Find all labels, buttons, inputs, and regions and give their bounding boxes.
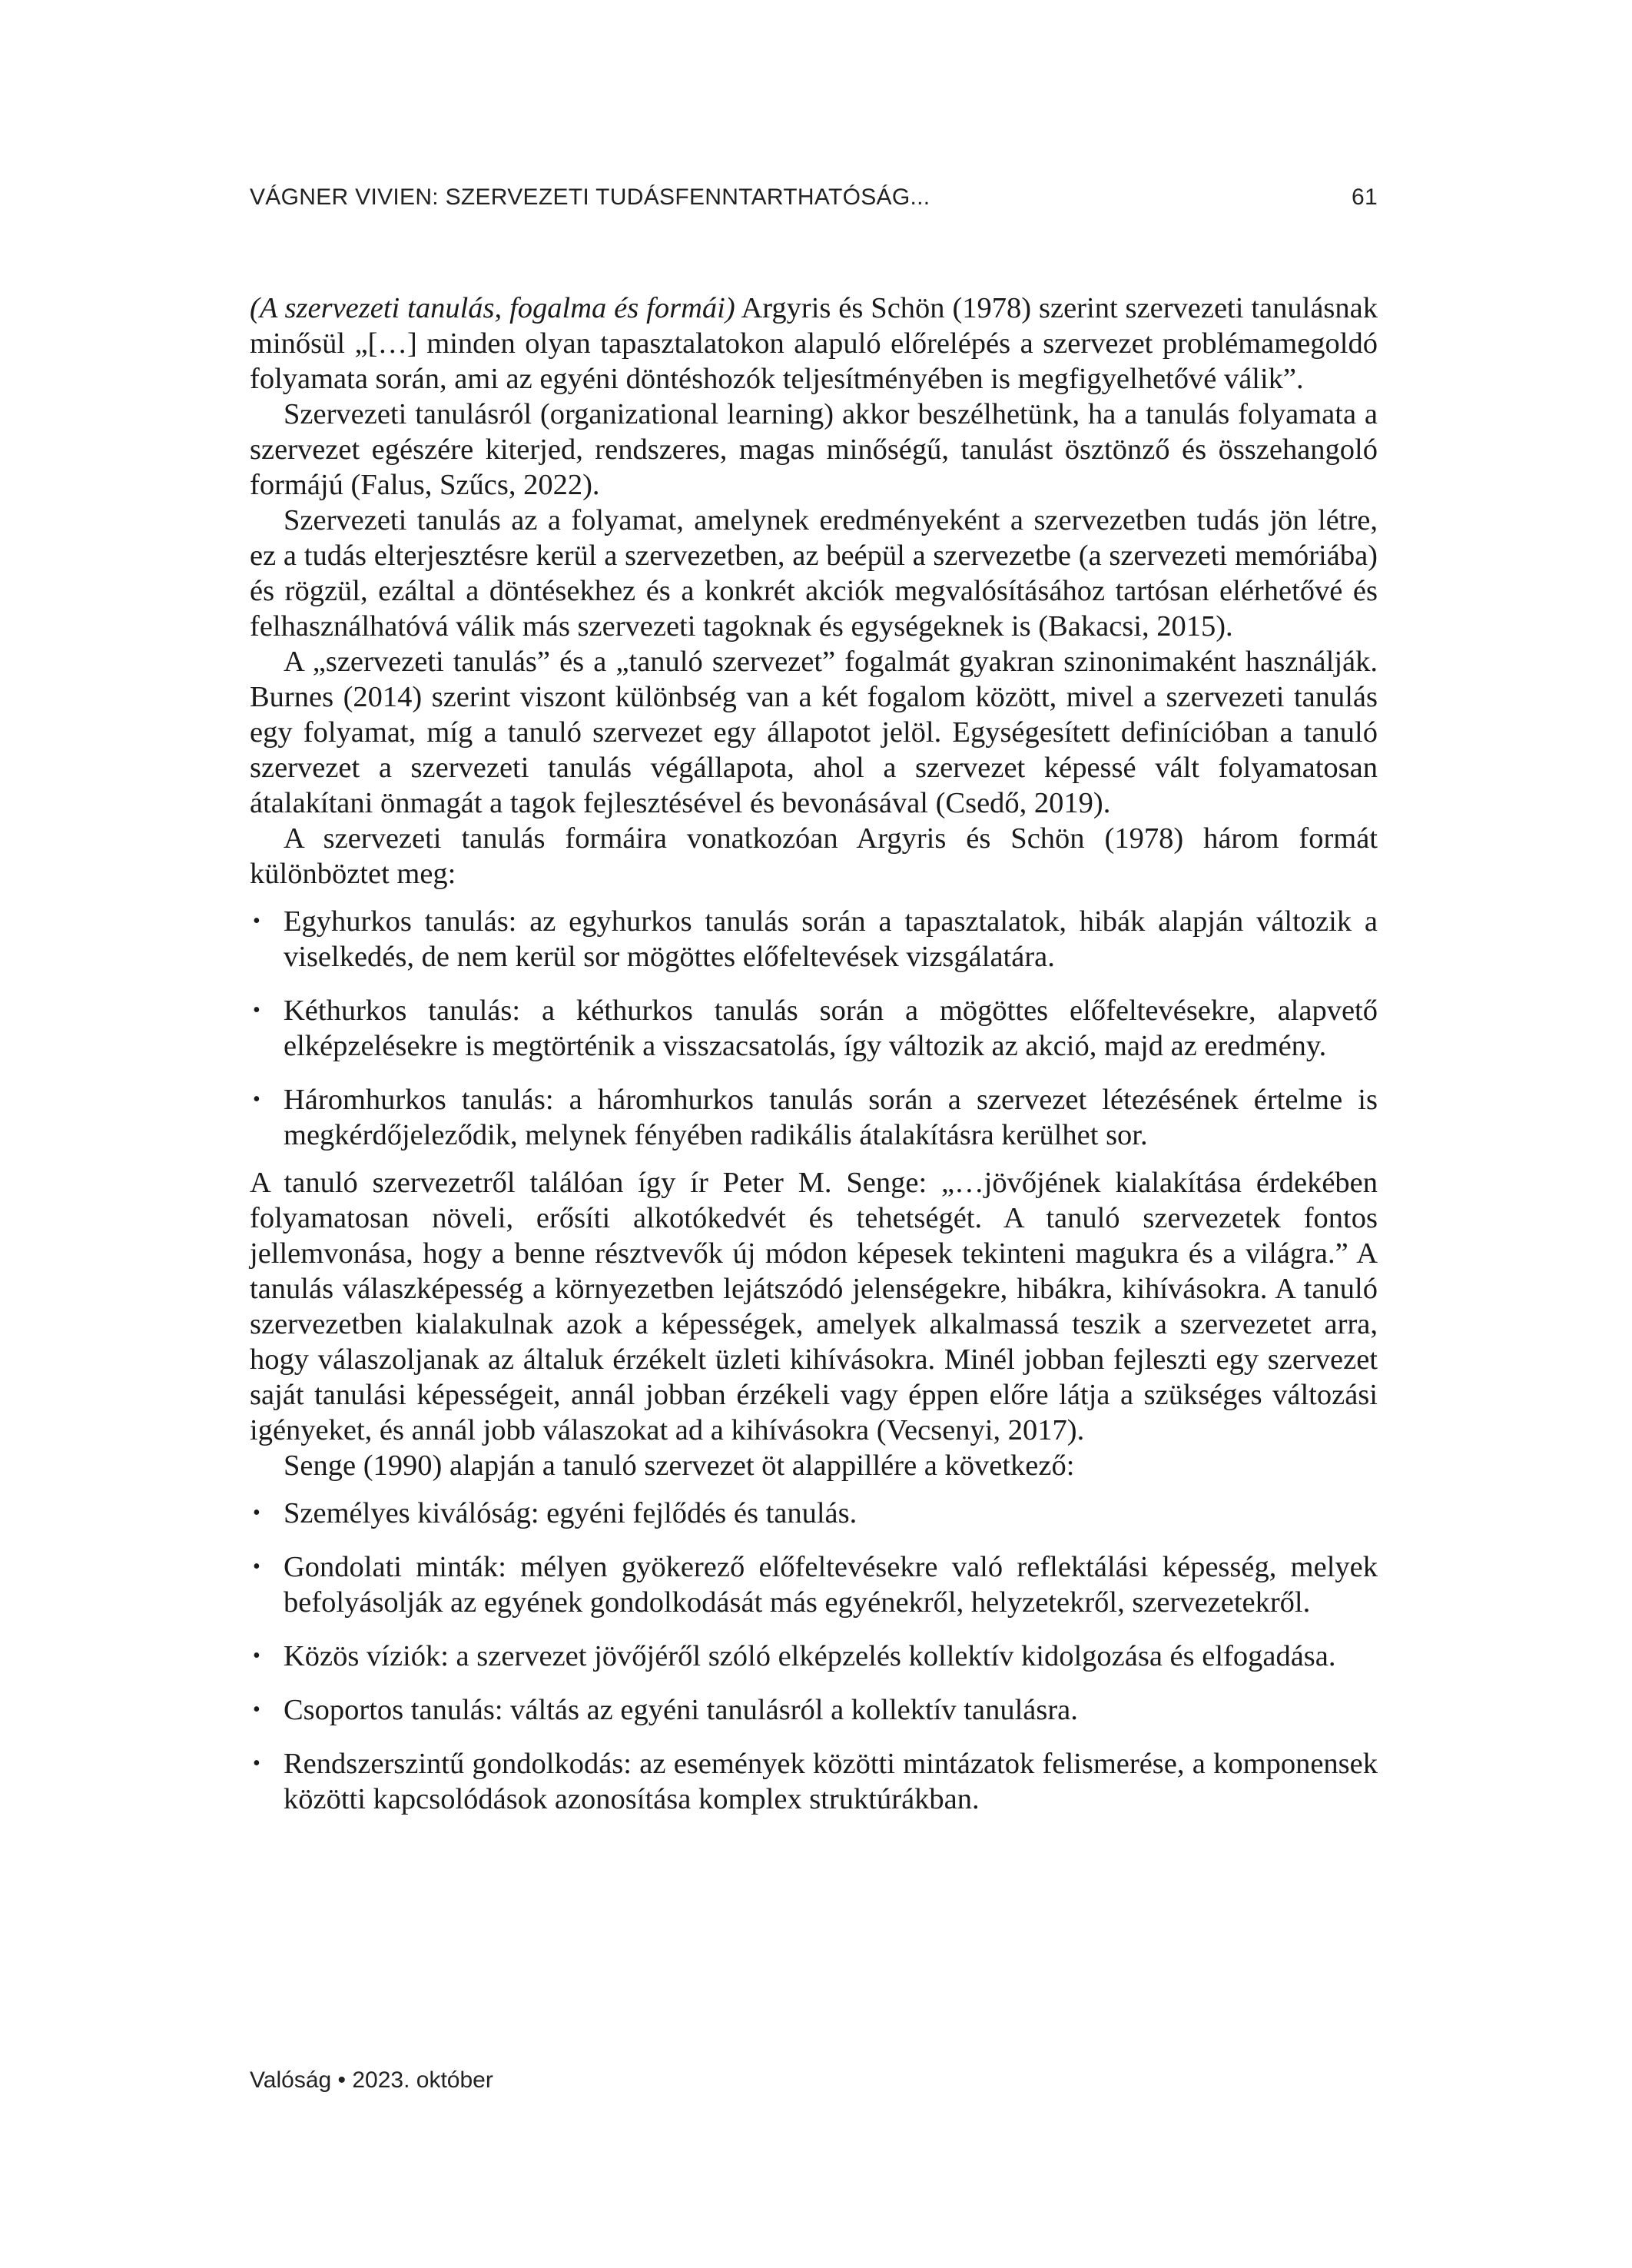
paragraph-text: Argyris és Schön (1978) szerint szervezeti tanulásnak minősül „[…] minden olyan tapasztalatokon alapuló előrelépés a szervezet problémamegoldó folyamata során, ami az egyéni döntéshozók teljesítményében is megfigyelhetővé válik”. — [250, 292, 1378, 395]
list-item: • Rendszerszintű gondolkodás: az események közötti mintázatok felismerése, a komponensek közötti kapcsolódások azonosítása komplex struktúrákban. — [253, 1748, 1378, 1815]
page-number: 61 — [1352, 184, 1378, 210]
bullet-icon: • — [253, 1088, 260, 1111]
running-header — [250, 184, 1378, 211]
article-body — [250, 291, 1378, 1829]
bullet-icon: • — [253, 1555, 260, 1579]
bullet-icon: • — [253, 1752, 260, 1775]
pillars-list — [250, 1496, 1378, 1817]
paragraph-synonyms: A „szervezeti tanulás” és a „tanuló szervezet” fogalmát gyakran szinonimaként használják. Burnes (2014) szerint viszont különbség van a két fogalom között, mivel a szervezeti tanulás egy folyamat, míg a tanuló szervezet egy állapotot jelöl. Egységesített definícióban a tanuló szervezet a szervezeti tanulás végállapota, ahol a szervezet képessé vált folyamatosan átalakítani önmagát a tagok fejlesztésével és bevonásával (Csedő, 2019). — [250, 646, 1378, 819]
page-footer — [250, 2067, 493, 2094]
bullet-icon: • — [253, 998, 260, 1022]
list-item: • Gondolati minták: mélyen gyökerező előfeltevésekre való reflektálási képesség, melyek befolyásolják az egyének gondolkodását más egyénekről, helyzetekről, szervezetekről. — [253, 1551, 1378, 1619]
paragraph-organizational-learning: Szervezeti tanulásról (organizational learning) akkor beszélhetünk, ha a tanulás folyamata a szervezet egészére kiterjed, rendszeres, magas minőségű, tanulást ösztönző és összehangoló formájú (Falus, Szűcs, 2022). — [250, 398, 1378, 501]
journal-issue: Valóság • 2023. október — [250, 2067, 493, 2093]
list-item: • Egyhurkos tanulás: az egyhurkos tanulás során a tapasztalatok, hibák alapján változik a viselkedés, de nem kerül sor mögöttes előfeltevések vizsgálatára. — [253, 905, 1378, 973]
paragraph-senge-quote: A tanuló szervezetről találóan így ír Peter M. Senge: „…jövőjének kialakítása érdekében folyamatosan növeli, erősíti alkotókedvét és tehetségét. A tanuló szervezetek fontos jellemvonása, hogy a benne résztvevők új módon képesek tekinteni magukra és a világra.” A tanulás válaszképesség a környezetben lejátszódó jelenségekre, hibákra, kihívásokra. A tanuló szervezetben kialakulnak azok a képességek, amelyek alkalmassá teszik a szervezetet arra, hogy válaszoljanak az általuk érzékelt üzleti kihívásokra. Minél jobban fejleszti egy szervezet saját tanulási képességeit, annál jobban érzékeli vagy éppen előre látja a szükséges változási igényeket, és annál jobb válaszokat ad a kihívásokra (Vecsenyi, 2017). — [250, 1167, 1378, 1446]
list-item: • Háromhurkos tanulás: a háromhurkos tanulás során a szervezet létezésének értelme is megkérdőjeleződik, melynek fényében radikális átalakításra kerülhet sor. — [253, 1084, 1378, 1151]
paragraph-forms-intro: A szervezeti tanulás formáira vonatkozóan Argyris és Schön (1978) három formát különböztet meg: — [250, 822, 1378, 890]
list-item: • Kéthurkos tanulás: a kéthurkos tanulás során a mögöttes előfeltevésekre, alapvető elképzelésekre is megtörténik a visszacsatolás, így változik az akció, majd az eredmény. — [253, 995, 1378, 1062]
list-item: • Személyes kiválóság: egyéni fejlődés és tanulás. — [253, 1497, 857, 1529]
learning-forms-list — [250, 904, 1378, 1153]
running-title: VÁGNER VIVIEN: SZERVEZETI TUDÁSFENNTARTHATÓSÁG... — [250, 184, 930, 210]
list-item: • Közös víziók: a szervezet jövőjéről szóló elképzelés kollektív kidolgozása és elfogadása. — [253, 1640, 1336, 1672]
list-item: • Csoportos tanulás: váltás az egyéni tanulásról a kollektív tanulásra. — [253, 1694, 1078, 1726]
paragraph-pillars-intro: Senge (1990) alapján a tanuló szervezet öt alappillére a következő: — [284, 1449, 1075, 1482]
bullet-icon: • — [253, 1501, 260, 1525]
paragraph-process: Szervezeti tanulás az a folyamat, amelynek eredményeként a szervezetben tudás jön létre, ez a tudás elterjesztésre kerül a szervezetben, az beépül a szervezetbe (a szervezeti memóriába) és rögzül, ezáltal a döntésekhez és a konkrét akciók megvalósításához tartósan elérhetővé és felhasználhatóvá válik más szervezeti tagoknak és egységeknek is (Bakacsi, 2015). — [250, 504, 1378, 643]
section-heading: (A szervezeti tanulás, fogalma és formái) — [250, 292, 735, 324]
bullet-icon: • — [253, 909, 260, 933]
paragraph-definition — [250, 291, 1378, 397]
bullet-icon: • — [253, 1644, 260, 1668]
bullet-icon: • — [253, 1698, 260, 1722]
